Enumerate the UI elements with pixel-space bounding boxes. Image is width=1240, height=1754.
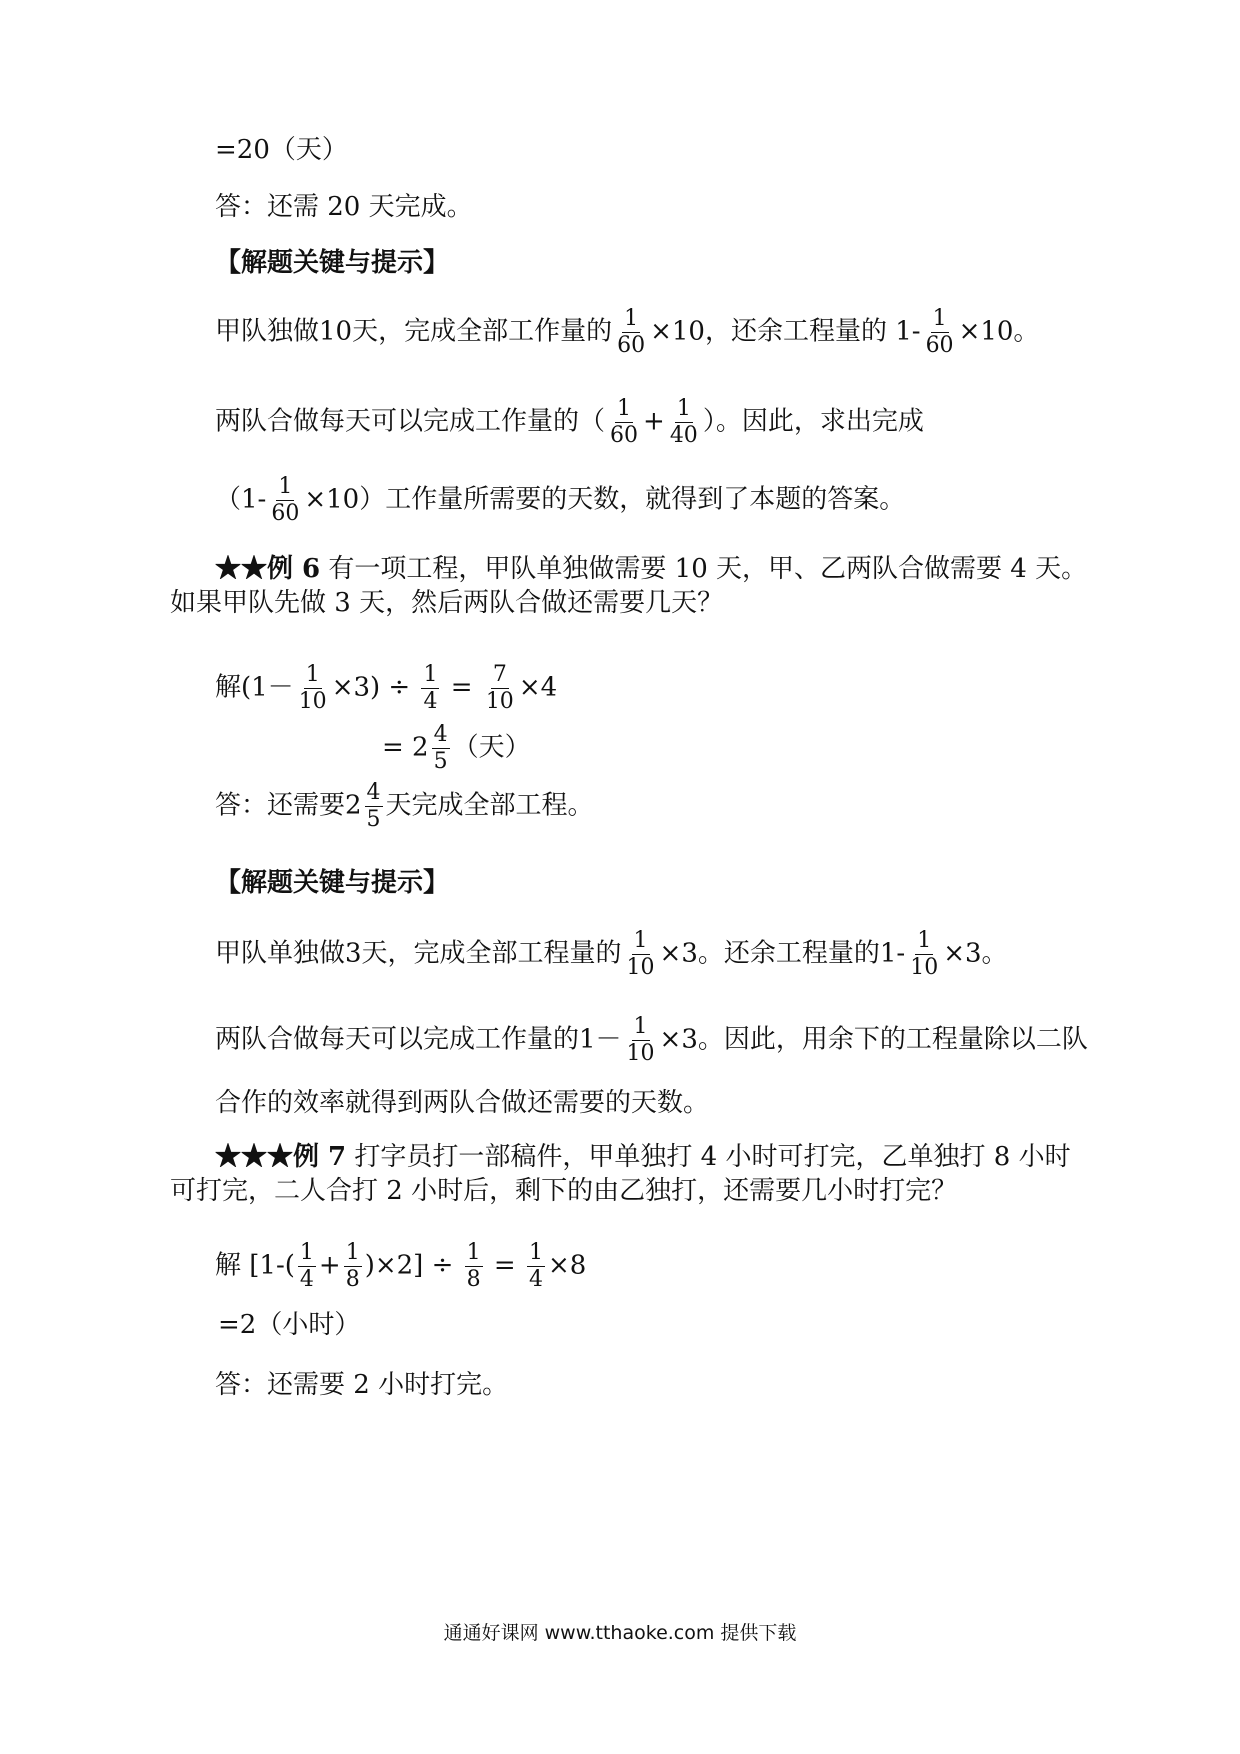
solution-result: =20（天） [215,135,348,165]
example-7-question-line-2: 可打完，二人合打 2 小时后，剩下的由乙独打，还需要几小时打完？ [170,1176,958,1206]
example-7-result: =2（小时） [218,1310,361,1340]
fraction: $\frac{1}{60}$ [617,306,646,358]
fraction: $\frac{1}{4}$ [423,662,438,714]
fraction: $\frac{4}{5}$ [366,780,381,832]
fraction: $\frac{1}{10}$ [626,928,655,980]
hint-heading: 【解题关键与提示】 [215,248,450,278]
example-6-solution-line-2: = 2 $\frac{4}{5}$ （天） [382,722,531,774]
fraction: $\frac{4}{5}$ [433,722,448,774]
example-7-question-line-1: ★★★例 7 打字员打一部稿件，甲单独打 4 小时可打完，乙单独打 8 小时 [215,1142,1071,1172]
hint-6-line-2: 两队合做每天可以完成工作量的1－ $\frac{1}{10}$ ×3。因此，用余下的工程量除以二队 [215,1014,1088,1066]
answer-line: 答：还需 20 天完成。 [215,192,473,222]
example-6-solution-line-1: 解(1－ $\frac{1}{10}$ ×3) ÷ $\frac{1}{4}$ = $\frac{7}{10}$ ×4 [215,662,558,714]
example-7-label: ★★★例 7 [215,1142,347,1172]
example-6-label: ★★例 6 [215,554,321,584]
fraction: $\frac{1}{40}$ [669,396,698,448]
fraction: $\frac{1}{10}$ [626,1014,655,1066]
hint-6-line-3: 合作的效率就得到两队合做还需要的天数。 [215,1088,710,1118]
hint-line-3: （1- $\frac{1}{60}$ ×10）工作量所需要的天数，就得到了本题的答案。 [215,474,906,526]
fraction: $\frac{1}{8}$ [345,1240,360,1292]
fraction: $\frac{1}{10}$ [298,662,327,714]
example-7-answer: 答：还需要 2 小时打完。 [215,1370,509,1400]
fraction: $\frac{1}{60}$ [610,396,639,448]
fraction: $\frac{1}{60}$ [925,306,954,358]
hint-6-line-1: 甲队单独做3天，完成全部工程量的 $\frac{1}{10}$ ×3。还余工程量的1- $\frac{1}{10}$ ×3。 [215,928,1008,980]
fraction: $\frac{7}{10}$ [485,662,514,714]
fraction: $\frac{1}{8}$ [466,1240,481,1292]
fraction: $\frac{1}{4}$ [299,1240,314,1292]
page-footer: 通通好课网 www.tthaoke.com 提供下载 [443,1622,797,1644]
fraction: $\frac{1}{10}$ [910,928,939,980]
hint-heading: 【解题关键与提示】 [215,868,450,898]
fraction: $\frac{1}{60}$ [271,474,300,526]
example-6-question-line-2: 如果甲队先做 3 天，然后两队合做还需要几天？ [170,588,724,618]
example-7-solution-line-1: 解 [1-( $\frac{1}{4}$ + $\frac{1}{8}$ )×2] ÷ $\frac{1}{8}$ = $\frac{1}{4}$ ×8 [215,1240,587,1292]
example-6-question-line-1: ★★例 6 有一项工程，甲队单独做需要 10 天，甲、乙两队合做需要 4 天。 [215,554,1088,584]
example-6-answer: 答：还需要2 $\frac{4}{5}$ 天完成全部工程。 [215,780,594,832]
hint-line-2: 两队合做每天可以完成工作量的（ $\frac{1}{60}$ + $\frac{1}{40}$ ）。因此，求出完成 [215,396,924,448]
hint-line-1: 甲队独做10天，完成全部工作量的 $\frac{1}{60}$ ×10，还余工程量的 1- $\frac{1}{60}$ ×10。 [215,306,1040,358]
fraction: $\frac{1}{4}$ [528,1240,543,1292]
